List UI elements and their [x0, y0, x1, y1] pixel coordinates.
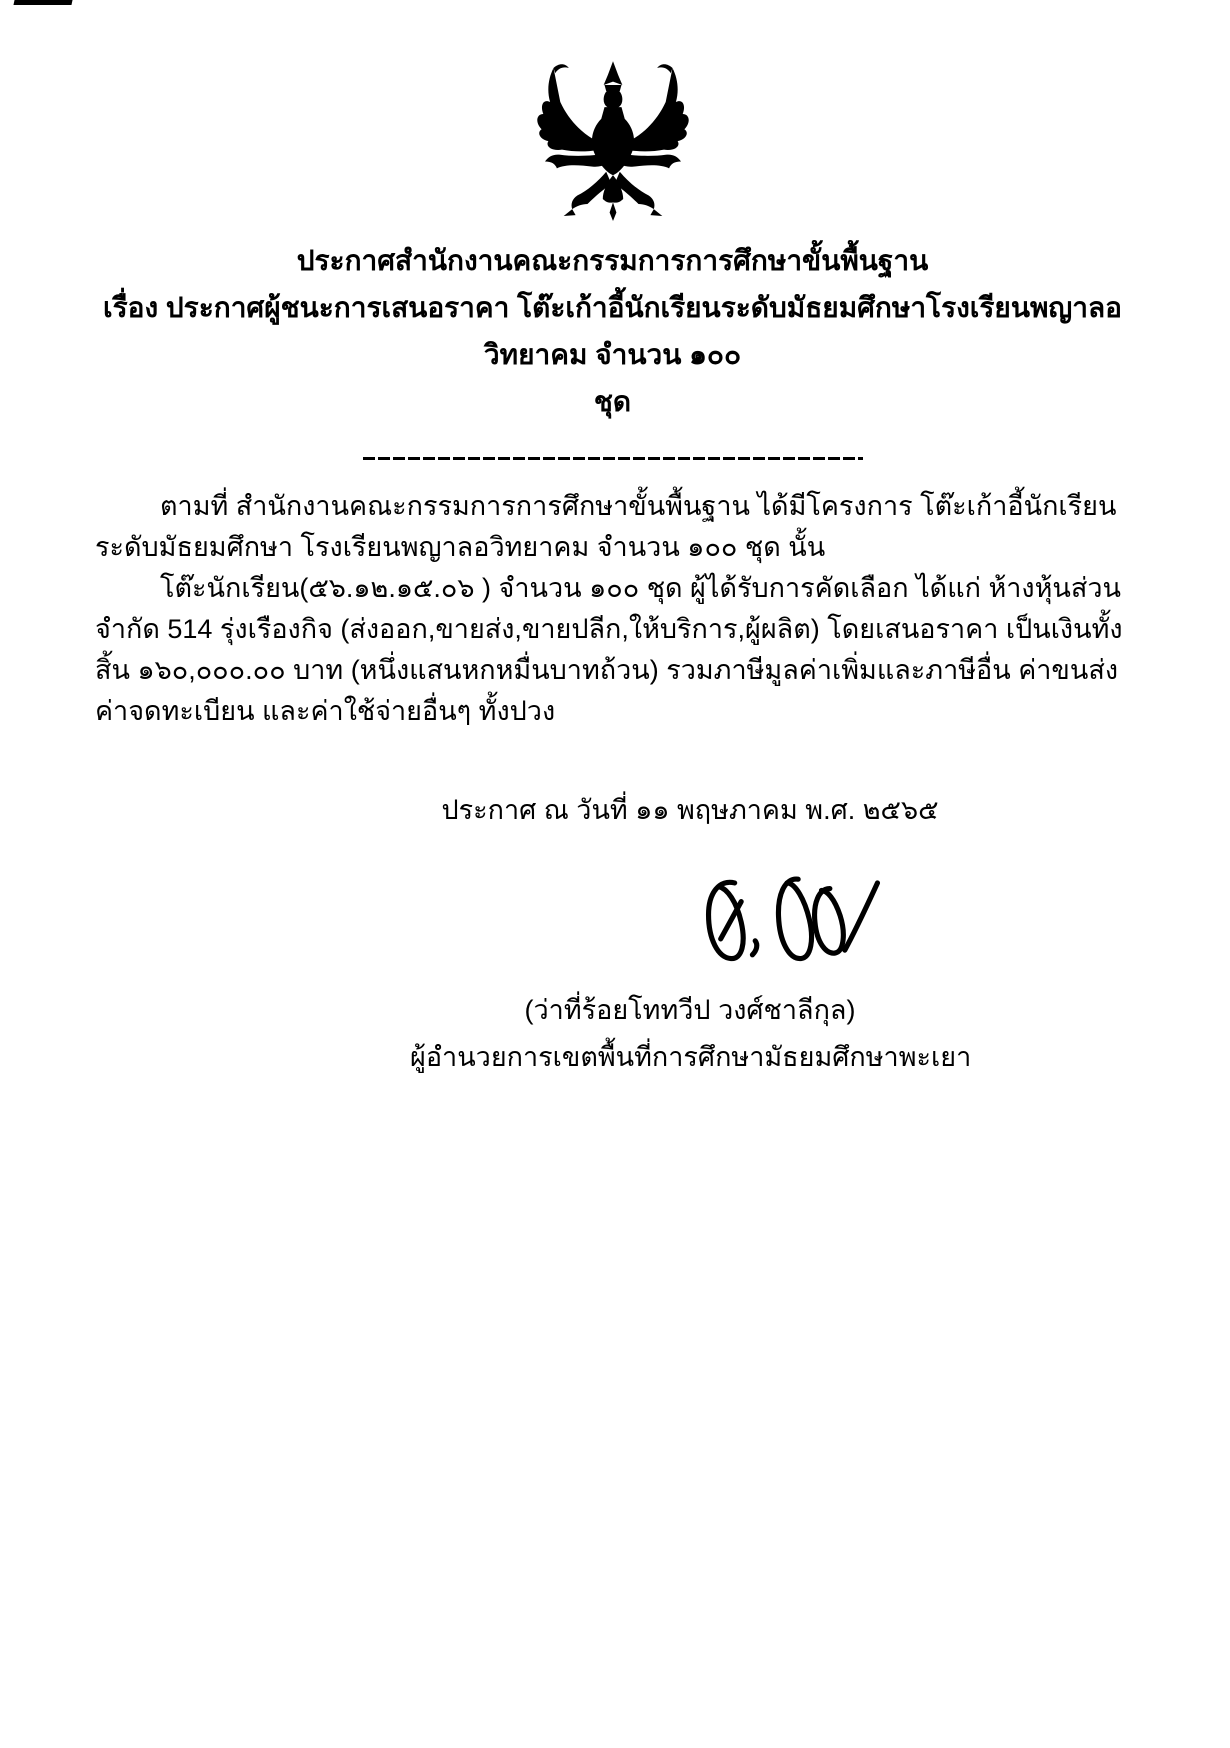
announcement-agency-line: ประกาศสำนักงานคณะกรรมการการศึกษาขั้นพื้นฐาน: [296, 245, 929, 276]
header-divider-line: [363, 457, 863, 460]
body-paragraph-1: ตามที่ สำนักงานคณะกรรมการการศึกษาขั้นพื้นฐาน ได้มีโครงการ โต๊ะเก้าอี้นักเรียนระดับมัธยมศึกษา โรงเรียนพญาลอวิทยาคม จำนวน ๑๐๐ ชุด นั้น: [95, 491, 1117, 562]
announcement-subject-line2: ชุด: [593, 386, 632, 417]
signatory-position: ผู้อำนวยการเขตพื้นที่การศึกษามัธยมศึกษาพะเยา: [410, 1042, 972, 1072]
closing-block: [410, 790, 970, 1078]
scan-artifact-mark: [13, 0, 72, 5]
announcement-date-line: ประกาศ ณ วันที่ ๑๑ พฤษภาคม พ.ศ. ๒๕๖๕: [441, 795, 939, 825]
announcement-subject-line1: เรื่อง ประกาศผู้ชนะการเสนอราคา โต๊ะเก้าอี้นักเรียนระดับมัธยมศึกษาโรงเรียนพญาลอวิทยาคม จำนวน ๑๐๐: [103, 292, 1122, 370]
body-paragraph-2: โต๊ะนักเรียน(๕๖.๑๒.๑๕.๐๖ ) จำนวน ๑๐๐ ชุด ผู้ได้รับการคัดเลือก ได้แก่ ห้างหุ้นส่วนจำกัด 514 รุ่งเรืองกิจ (ส่งออก,ขายส่ง,ขายปลีก,ให้บริการ,ผู้ผลิต) โดยเสนอราคา เป็นเงินทั้งสิ้น ๑๖๐,๐๐๐.๐๐ บาท (หนึ่งแสนหกหมื่นบาทถ้วน) รวมภาษีมูลค่าเพิ่มและภาษีอื่น ค่าขนส่ง ค่าจดทะเบียน และค่าใช้จ่ายอื่นๆ ทั้งปวง: [95, 573, 1123, 726]
signature-container: [680, 868, 892, 980]
handwritten-signature-image: [680, 868, 892, 980]
emblem-container: [95, 58, 1130, 231]
garuda-emblem-icon: [528, 58, 698, 226]
signatory-name: (ว่าที่ร้อยโททวีป วงศ์ชาลีกุล): [524, 995, 856, 1025]
